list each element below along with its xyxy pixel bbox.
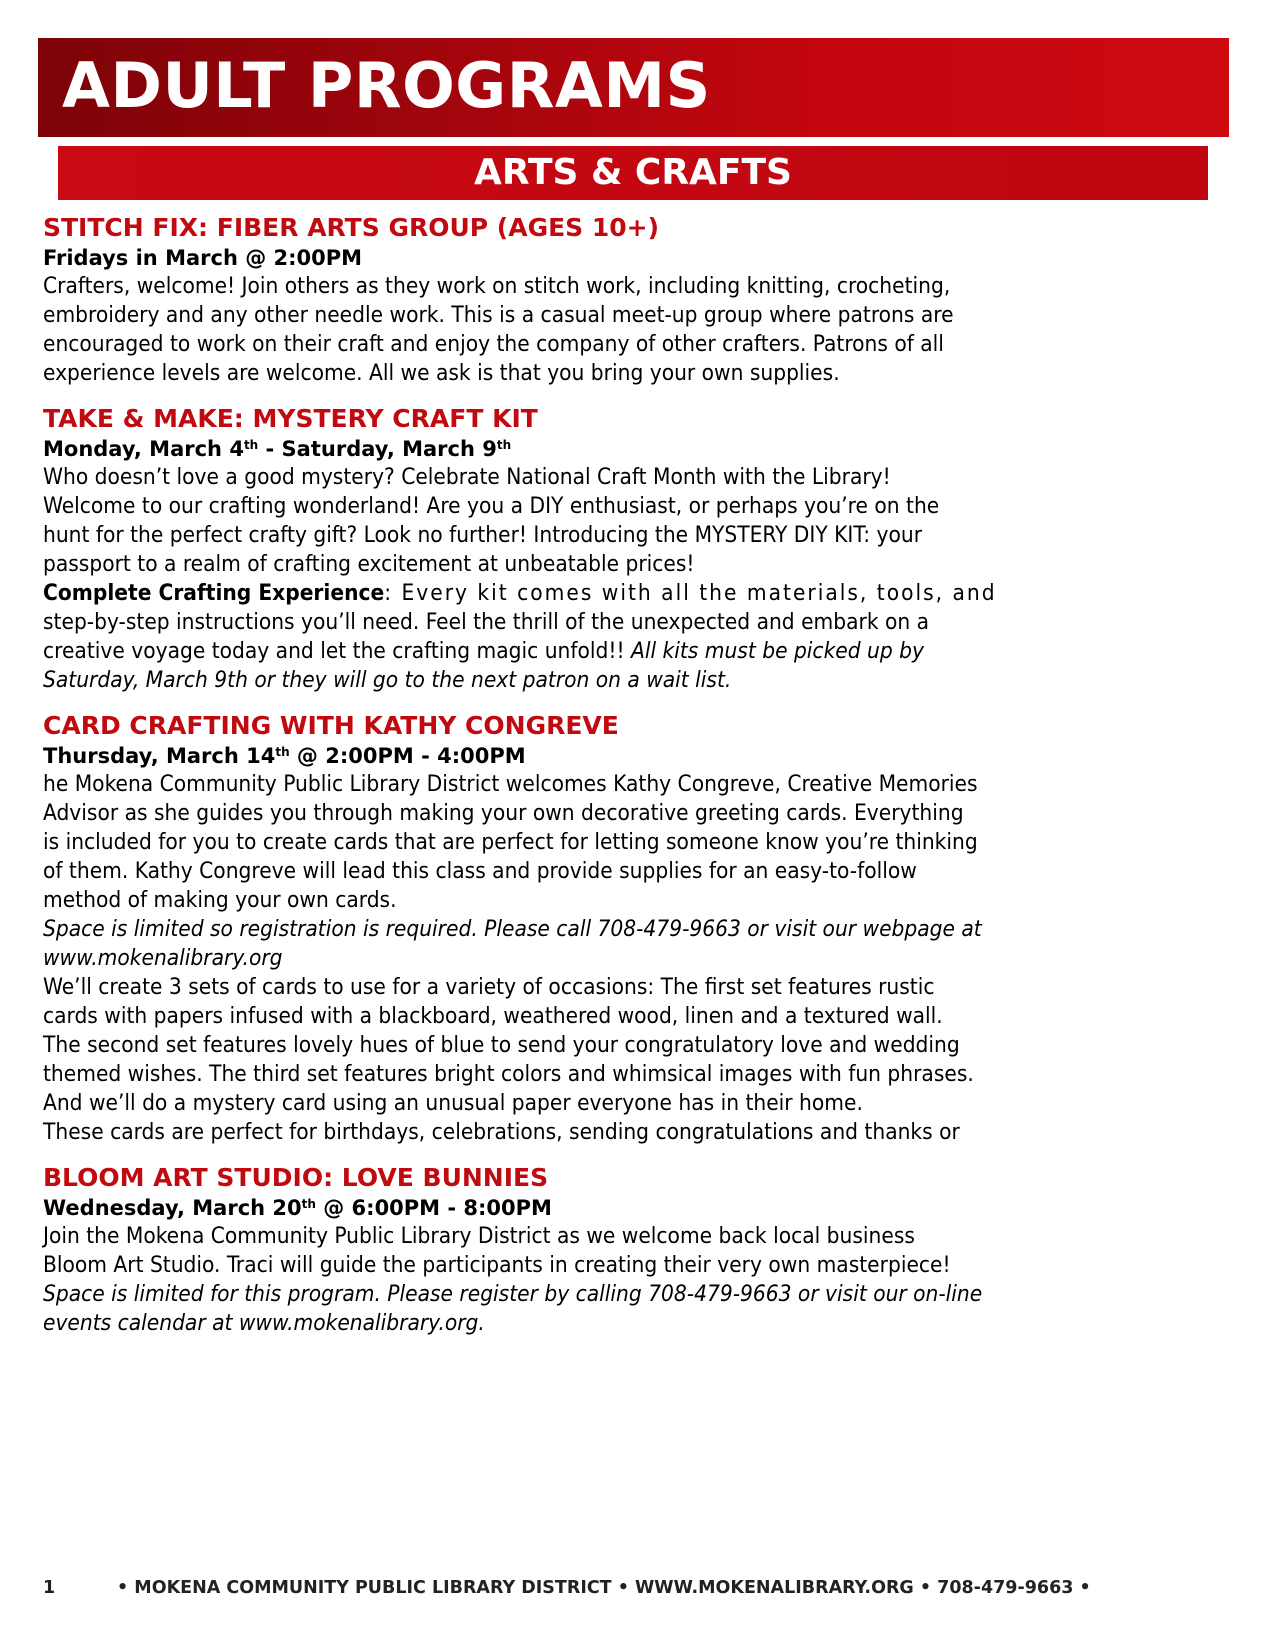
program-description-line: cards with papers infused with a blackboard, weathered wood, linen and a textured wall. (43, 1003, 943, 1029)
program-date: Wednesday, March 20th @ 6:00PM - 8:00PM (43, 1196, 552, 1220)
program-card-crafting (43, 710, 1243, 1147)
program-title: BLOOM ART STUDIO: LOVE BUNNIES (43, 1163, 549, 1192)
program-note-link[interactable]: www.mokenalibrary.org (43, 945, 283, 971)
page-title: ADULT PROGRAMS (62, 49, 711, 122)
program-description-line: of them. Kathy Congreve will lead this class and provide supplies for an easy-to-follow (43, 858, 917, 884)
program-note-line: Saturday, March 9th or they will go to the next patron on a wait list. (43, 667, 732, 693)
program-description-line: hunt for the perfect crafty gift? Look no further! Introducing the MYSTERY DIY KIT: your (43, 522, 923, 548)
section-banner (58, 146, 1208, 200)
program-title: STITCH FIX: FIBER ARTS GROUP (AGES 10+) (43, 213, 660, 242)
program-description-line: And we’ll do a mystery card using an unusual paper everyone has in their home. (43, 1090, 863, 1116)
program-description-line: step-by-step instructions you’ll need. Feel the thrill of the unexpected and embark on a (43, 609, 930, 635)
program-feature-line: Complete Crafting Experience: Every kit comes with all the materials, tools, and (43, 580, 997, 606)
program-description-line: method of making your own cards. (43, 887, 397, 913)
program-note-line: Space is limited for this program. Please register by calling 708-479-9663 or visit our on-line (43, 1281, 983, 1307)
program-note-line: events calendar at www.mokenalibrary.org. (43, 1310, 485, 1336)
header-banner (38, 38, 1229, 137)
program-description-line: embroidery and any other needle work. This is a casual meet-up group where patrons are (43, 302, 954, 328)
program-description-line: These cards are perfect for birthdays, celebrations, sending congratulations and thanks or (43, 1119, 960, 1145)
program-title: TAKE & MAKE: MYSTERY CRAFT KIT (43, 404, 538, 433)
program-description-line: Who doesn’t love a good mystery? Celebrate National Craft Month with the Library! (43, 464, 891, 490)
program-description-line: themed wishes. The third set features bright colors and whimsical images with fun phrases. (43, 1061, 974, 1087)
footer-contact-line: • MOKENA COMMUNITY PUBLIC LIBRARY DISTRICT • WWW.MOKENALIBRARY.ORG • 708-479-9663 • (117, 1578, 1091, 1598)
program-description-line: passport to a realm of crafting excitement at unbeatable prices! (43, 551, 695, 577)
program-description-line: Welcome to our crafting wonderland! Are you a DIY enthusiast, or perhaps you’re on the (43, 493, 940, 519)
program-date: Monday, March 4th - Saturday, March 9th (43, 437, 512, 461)
program-description-line: Advisor as she guides you through making your own decorative greeting cards. Everything (43, 800, 964, 826)
program-description-line: The second set features lovely hues of blue to send your congratulatory love and wedding (43, 1032, 960, 1058)
program-description-line: Bloom Art Studio. Traci will guide the participants in creating their very own masterpiece! (43, 1252, 951, 1278)
program-stitch-fix (43, 212, 1243, 388)
page-number: 1 (43, 1578, 56, 1598)
program-bloom-art-studio (43, 1162, 1243, 1338)
program-mystery-craft-kit (43, 403, 1243, 695)
program-description-line: Crafters, welcome! Join others as they work on stitch work, including knitting, crocheting, (43, 273, 951, 299)
program-date: Thursday, March 14th @ 2:00PM - 4:00PM (43, 744, 526, 768)
program-description-line: Join the Mokena Community Public Library District as we welcome back local business (43, 1223, 915, 1249)
program-date: Fridays in March @ 2:00PM (43, 246, 363, 270)
program-description-line: experience levels are welcome. All we ask is that you bring your own supplies. (43, 360, 840, 386)
program-note-line: Space is limited so registration is required. Please call 708-479-9663 or visit our webpage at (43, 916, 982, 942)
section-banner-title: ARTS & CRAFTS (474, 152, 792, 193)
program-description-line: encouraged to work on their craft and enjoy the company of other crafters. Patrons of all (43, 331, 944, 357)
program-description-line: he Mokena Community Public Library District welcomes Kathy Congreve, Creative Memories (43, 771, 978, 797)
program-title: CARD CRAFTING WITH KATHY CONGREVE (43, 711, 619, 740)
program-description-line: is included for you to create cards that are perfect for letting someone know you’re thinking (43, 829, 978, 855)
program-description-line: We’ll create 3 sets of cards to use for a variety of occasions: The first set features rustic (43, 974, 935, 1000)
program-description-line: creative voyage today and let the crafting magic unfold!! All kits must be picked up by (43, 638, 924, 664)
program-list (43, 212, 1243, 1338)
